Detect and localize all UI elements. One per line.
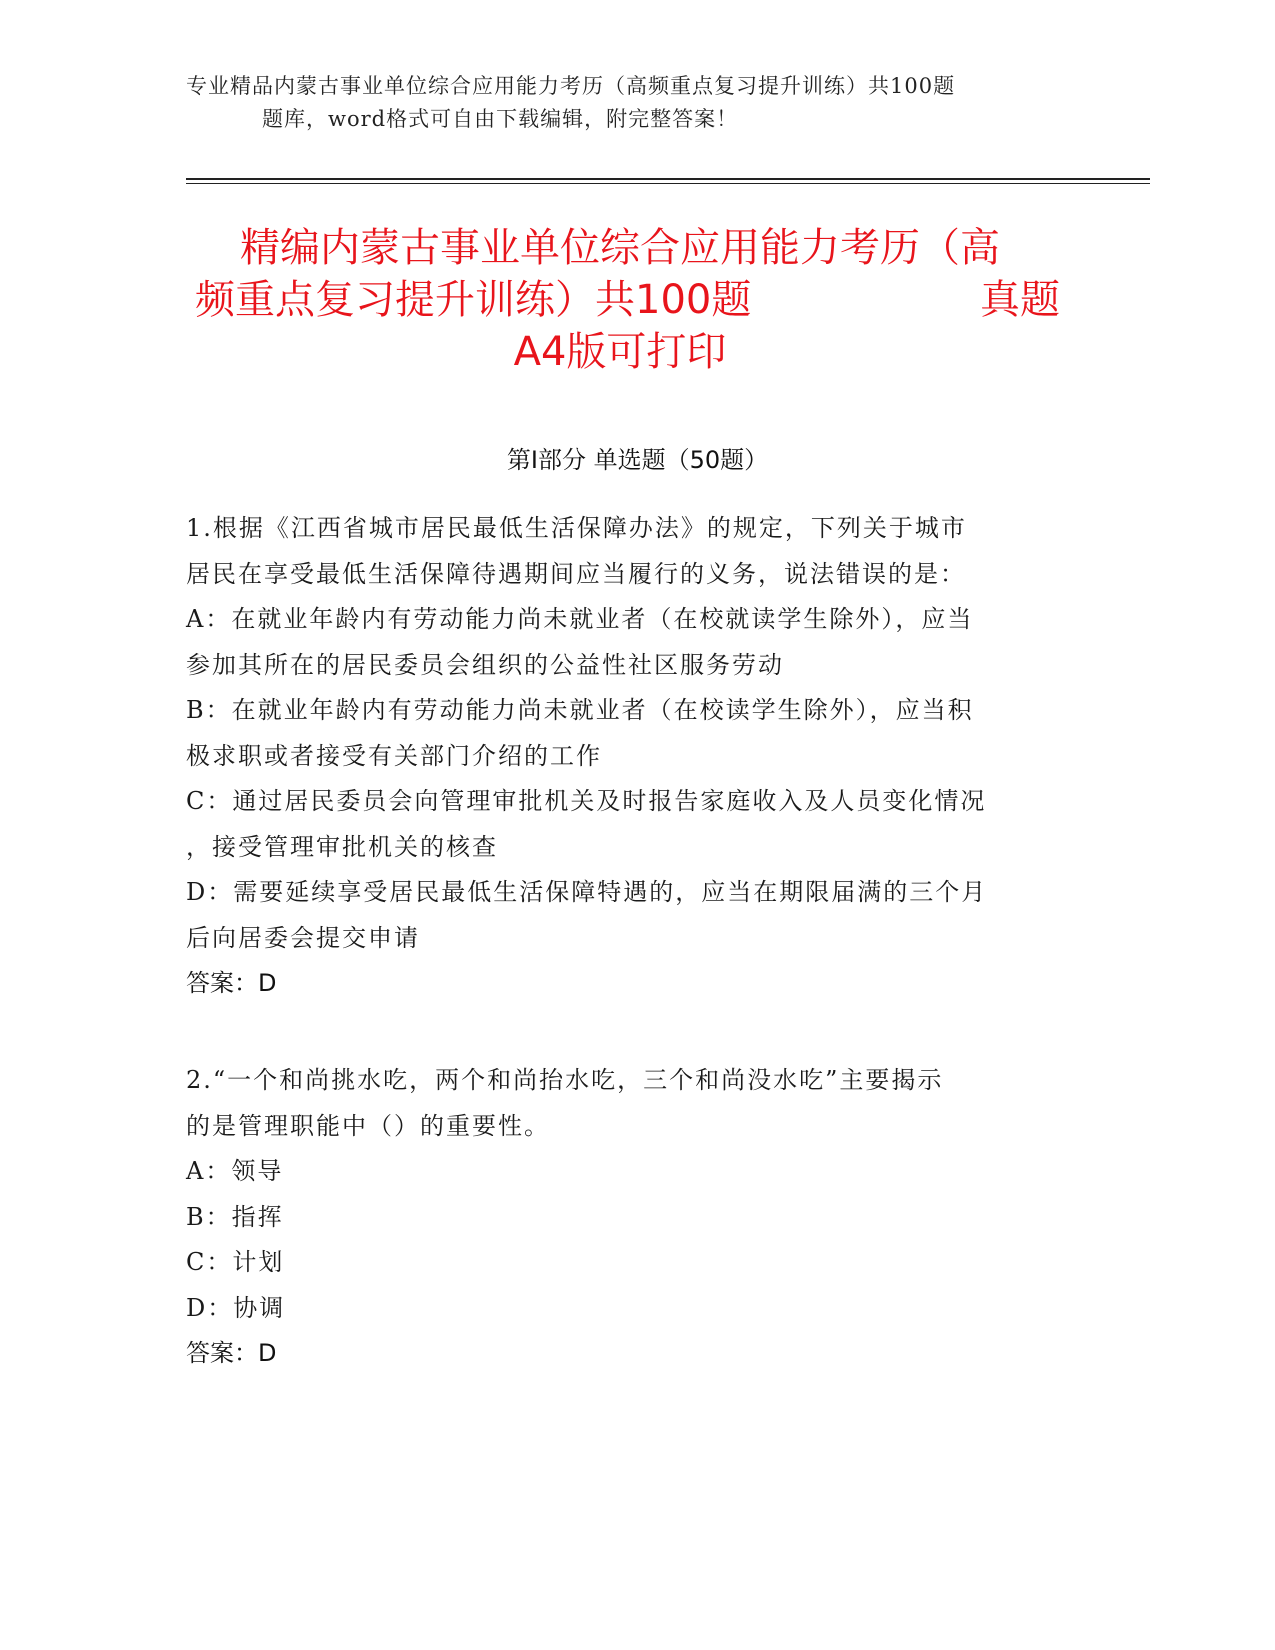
option-line: A：领导 (186, 1157, 284, 1185)
question-1 (186, 506, 1066, 1007)
title-line-2 (180, 274, 1060, 326)
option-line: B：在就业年龄内有劳动能力尚未就业者（在校读学生除外），应当积 (186, 696, 974, 724)
question-line: 居民在享受最低生活保障待遇期间应当履行的义务，说法错误的是： (186, 559, 966, 588)
header-line-1: 专业精品内蒙古事业单位综合应用能力考历（高频重点复习提升训练）共100题 (186, 74, 956, 98)
title-line-3: A4版可打印 (513, 329, 727, 375)
option-line: C：计划 (186, 1248, 285, 1276)
question-line: 2.“一个和尚挑水吃，两个和尚抬水吃，三个和尚没水吃”主要揭示 (186, 1066, 944, 1094)
option-line: 参加其所在的居民委员会组织的公益性社区服务劳动 (186, 650, 784, 679)
answer-line: 答案：D (186, 1339, 277, 1367)
header-divider-thin (186, 183, 1150, 184)
title-line-1: 精编内蒙古事业单位综合应用能力考历（高 (240, 225, 1000, 271)
title-line-2-left: 频重点复习提升训练）共100题 (195, 277, 752, 323)
option-line: ，接受管理审批机关的核查 (186, 832, 498, 861)
question-2 (186, 1058, 1066, 1377)
question-line: 的是管理职能中（）的重要性。 (186, 1111, 550, 1140)
header-line-2: 题库，word格式可自由下载编辑，附完整答案！ (262, 107, 739, 131)
page-header (186, 70, 1066, 136)
option-line: 极求职或者接受有关部门介绍的工作 (186, 741, 602, 770)
option-line: C：通过居民委员会向管理审批机关及时报告家庭收入及人员变化情况 (186, 787, 987, 815)
header-divider (186, 178, 1150, 180)
option-line: D：需要延续享受居民最低生活保障特遇的，应当在期限届满的三个月 (186, 878, 988, 906)
document-title (180, 222, 1060, 378)
question-line: 1.根据《江西省城市居民最低生活保障办法》的规定，下列关于城市 (186, 514, 967, 542)
option-line: 后向居委会提交申请 (186, 923, 420, 952)
option-line: D：协调 (186, 1293, 286, 1322)
option-line: A：在就业年龄内有劳动能力尚未就业者（在校就读学生除外），应当 (186, 605, 974, 633)
answer-line: 答案：D (186, 969, 277, 997)
option-line: B：指挥 (186, 1202, 284, 1231)
title-line-2-right: 真题 (980, 277, 1060, 323)
section-heading: 第Ⅰ部分 单选题（50题） (506, 446, 769, 474)
